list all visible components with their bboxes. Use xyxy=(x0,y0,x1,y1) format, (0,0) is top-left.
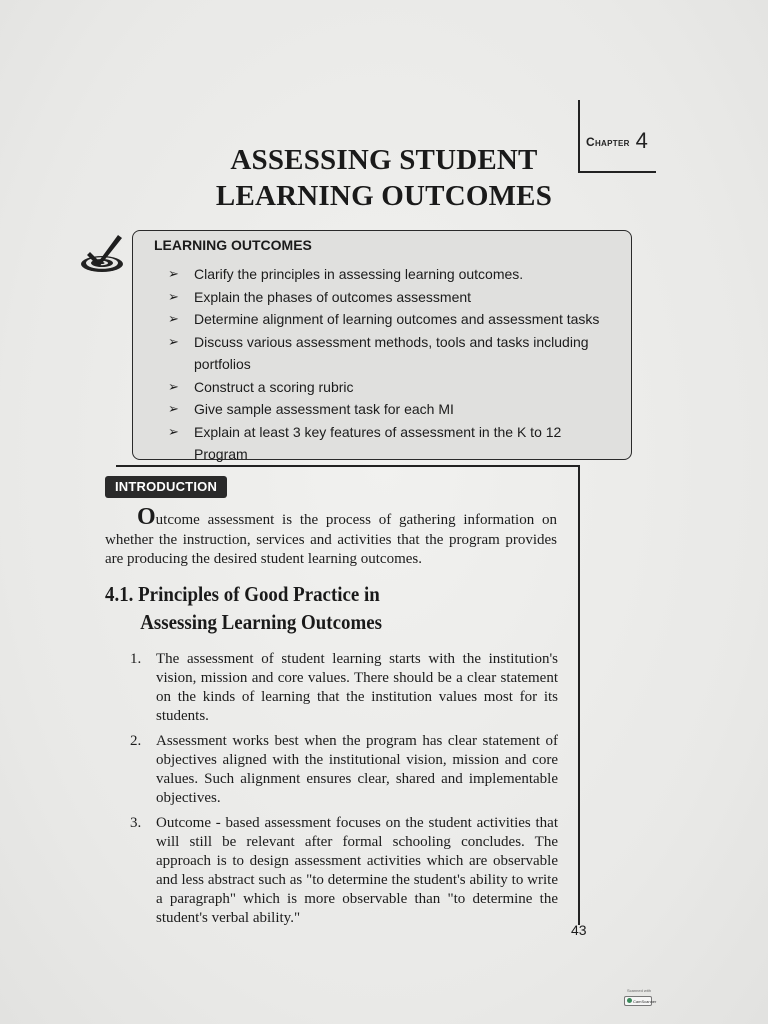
list-item xyxy=(168,263,618,286)
arrow-bullet-icon: ➢ xyxy=(168,311,179,326)
list-item xyxy=(130,732,558,808)
list-item xyxy=(168,421,618,466)
list-item-text: Discuss various assessment methods, tools and tasks including portfolios xyxy=(194,333,589,372)
introduction-text: utcome assessment is the process of gathering information on whether the instruction, services and activities that the program provides are producing the desired student learning outcomes. xyxy=(105,512,557,567)
scanner-brand: CamScanner xyxy=(633,998,657,1004)
item-number: 2. xyxy=(130,733,142,749)
item-text: Assessment works best when the program has clear statement of objectives aligned with the institutional vision, mission and core values. Such alignment ensures clear, shared and implementable objectives. xyxy=(156,733,558,806)
chapter-title-line-1: ASSESSING STUDENT xyxy=(230,144,538,176)
introduction-paragraph xyxy=(105,504,557,570)
list-item-text: Explain the phases of outcomes assessment xyxy=(194,288,472,305)
arrow-bullet-icon: ➢ xyxy=(168,423,179,439)
target-checkmark-icon xyxy=(78,232,130,276)
list-item-text: Construct a scoring rubric xyxy=(194,378,354,395)
list-item xyxy=(168,331,618,376)
camscanner-logo xyxy=(624,996,657,1006)
chapter-word: Chapter xyxy=(586,135,630,149)
arrow-bullet-icon: ➢ xyxy=(168,333,179,349)
item-text: Outcome - based assessment focuses on the student activities that will still be relevant after formal schooling concludes. The approach is to design assessment activities which are observable and less abstract such as "to determine the student's ability to write a paragraph" which is more observable than "to determine the student's verbal ability." xyxy=(156,815,558,926)
list-item xyxy=(168,308,618,331)
camscanner-logo-icon xyxy=(627,998,632,1003)
camscanner-watermark xyxy=(622,984,657,1012)
list-item xyxy=(168,286,618,309)
section-heading xyxy=(105,580,475,636)
arrow-bullet-icon: ➢ xyxy=(168,378,179,394)
list-item xyxy=(168,398,618,421)
introduction-rule-vertical xyxy=(578,465,580,925)
section-heading-line-2: Assessing Learning Outcomes xyxy=(140,610,382,634)
introduction-rule-horizontal xyxy=(116,465,580,467)
introduction-badge: INTRODUCTION xyxy=(105,476,227,498)
list-item-text: Explain at least 3 key features of assessment in the K to 12 Program xyxy=(194,423,562,462)
learning-outcomes-list xyxy=(168,263,618,466)
page-number: 43 xyxy=(571,922,587,938)
list-item-text: Clarify the principles in assessing learning outcomes. xyxy=(194,266,524,282)
introduction-dropcap: O xyxy=(137,504,156,530)
item-number: 1. xyxy=(130,651,142,667)
item-number: 3. xyxy=(130,815,142,831)
chapter-title-line-2: LEARNING OUTCOMES xyxy=(215,180,553,212)
learning-outcomes-heading: LEARNING OUTCOMES xyxy=(154,237,312,253)
scanner-caption: Scanned with xyxy=(627,988,652,993)
chapter-number: 4 xyxy=(635,128,648,153)
list-item-text: Give sample assessment task for each MI xyxy=(194,401,454,417)
item-text: The assessment of student learning starts with the institution's vision, mission and core values. There should be a clear statement on the kinds of learning that the institution values most for its students. xyxy=(156,651,558,724)
section-heading-line-1: 4.1. Principles of Good Practice in xyxy=(105,582,380,606)
list-item xyxy=(130,650,558,726)
principles-list xyxy=(130,650,558,934)
list-item xyxy=(168,376,618,399)
arrow-bullet-icon: ➢ xyxy=(168,401,179,416)
list-item xyxy=(130,814,558,928)
arrow-bullet-icon: ➢ xyxy=(168,288,179,304)
arrow-bullet-icon: ➢ xyxy=(168,266,179,281)
list-item-text: Determine alignment of learning outcomes and assessment tasks xyxy=(194,311,600,327)
